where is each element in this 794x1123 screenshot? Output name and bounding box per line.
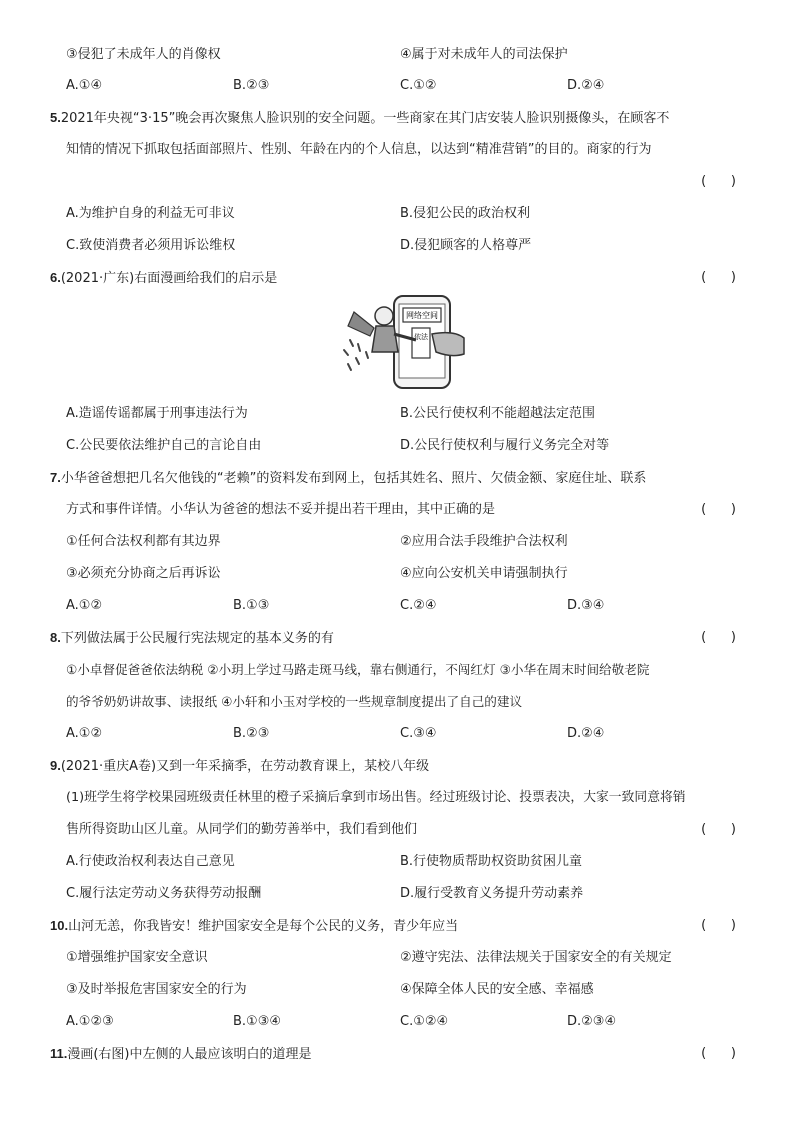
q5-number: 5. (50, 110, 61, 125)
q8-option-d[interactable]: D.②④ (567, 726, 605, 741)
q7-item-2: ②应用合法手段维护合法权利 (400, 534, 568, 549)
q5-stem-line-1 (0, 108, 794, 128)
q5-answer-row (0, 172, 794, 192)
q10-number: 10. (50, 918, 69, 933)
q6-stem-text: (2021·广东)右面漫画给我们的启示是 (60, 271, 278, 286)
q9-stem (0, 756, 794, 776)
q9-option-c[interactable]: C.履行法定劳动义务获得劳动报酬 (66, 886, 262, 901)
q5-options-row-1 (0, 204, 794, 224)
q4-item-3: ③侵犯了未成年人的肖像权 (66, 47, 221, 62)
q6-option-a[interactable]: A.造谣传谣都属于刑事违法行为 (66, 406, 248, 421)
cartoon-image (336, 292, 466, 392)
q4-item-4: ④属于对未成年人的司法保护 (400, 47, 568, 62)
q8-option-a[interactable]: A.①② (66, 726, 103, 741)
q7-options (0, 596, 794, 616)
q10-item-4: ④保障全体人民的安全感、幸福感 (400, 982, 594, 997)
q6-option-c[interactable]: C.公民要依法维护自己的言论自由 (66, 438, 262, 453)
q4-items-row-2 (0, 45, 794, 65)
q6-stem (0, 268, 794, 288)
q7-option-a[interactable]: A.①② (66, 598, 103, 613)
q7-stem-line-1 (0, 468, 794, 488)
q6-options-row-2 (0, 436, 794, 456)
q10-option-d[interactable]: D.②③④ (567, 1014, 617, 1029)
q4-option-a[interactable]: A.①④ (66, 78, 103, 93)
q11-stem-text: 漫画(右图)中左侧的人最应该明白的道理是 (67, 1047, 312, 1062)
q5-stem-1: 2021年央视“3·15”晚会再次聚焦人脸识别的安全问题。一些商家在其门店安装人脸识别摄像头，在顾客不 (60, 111, 670, 126)
q9-number: 9. (50, 758, 61, 773)
q9-stem-line-1 (0, 788, 794, 808)
q9-stem-text: (2021·重庆A卷)又到一年采摘季，在劳动教育课上，某校八年级 (60, 759, 430, 774)
q6-answer-blank[interactable]: ( ) (701, 270, 736, 285)
q10-option-c[interactable]: C.①②④ (400, 1014, 449, 1029)
q9-options-row-2 (0, 884, 794, 904)
q10-stem-text: 山河无恙，你我皆安！维护国家安全是每个公民的义务，青少年应当 (68, 919, 459, 934)
q5-option-d[interactable]: D.侵犯顾客的人格尊严 (400, 238, 532, 253)
q8-stem (0, 628, 794, 648)
q7-number: 7. (50, 470, 61, 485)
q7-option-c[interactable]: C.②④ (400, 598, 437, 613)
q5-stem-line-2 (0, 140, 794, 160)
q6-option-d[interactable]: D.公民行使权利与履行义务完全对等 (400, 438, 610, 453)
q9-stem-line-2 (0, 820, 794, 840)
q7-item-1: ①任何合法权利都有其边界 (66, 534, 221, 549)
q7-option-d[interactable]: D.③④ (567, 598, 605, 613)
cartoon-sign-law: 依法 (414, 333, 428, 341)
q10-options (0, 1012, 794, 1032)
q7-item-4: ④应向公安机关申请强制执行 (400, 566, 568, 581)
q8-items-line-2 (0, 692, 794, 712)
q9-stem-2: 售所得资助山区儿童。从同学们的勤劳善举中，我们看到他们 (66, 822, 418, 837)
q5-option-b[interactable]: B.侵犯公民的政治权利 (400, 206, 531, 221)
q8-items-line-1 (0, 660, 794, 680)
q9-option-d[interactable]: D.履行受教育义务提升劳动素养 (400, 886, 584, 901)
q10-option-b[interactable]: B.①③④ (233, 1014, 282, 1029)
q11-answer-blank[interactable]: ( ) (701, 1046, 736, 1061)
q9-answer-blank[interactable]: ( ) (701, 822, 736, 837)
cartoon-sign-network: 网络空间 (406, 311, 438, 320)
q4-option-b[interactable]: B.②③ (233, 78, 270, 93)
q11-stem (0, 1044, 794, 1064)
q8-number: 8. (50, 630, 61, 645)
q7-option-b[interactable]: B.①③ (233, 598, 270, 613)
q10-item-1: ①增强维护国家安全意识 (66, 950, 208, 965)
q5-options-row-2 (0, 236, 794, 256)
q10-item-2: ②遵守宪法、法律法规关于国家安全的有关规定 (400, 950, 672, 965)
q8-option-b[interactable]: B.②③ (233, 726, 270, 741)
q6-option-b[interactable]: B.公民行使权利不能超越法定范围 (400, 406, 596, 421)
q10-item-3: ③及时举报危害国家安全的行为 (66, 982, 247, 997)
q5-option-a[interactable]: A.为维护自身的利益无可非议 (66, 206, 235, 221)
q10-items-row-1 (0, 948, 794, 968)
q4-options (0, 76, 794, 96)
q7-item-3: ③必须充分协商之后再诉讼 (66, 566, 221, 581)
q7-stem-line-2 (0, 500, 794, 520)
q8-answer-blank[interactable]: ( ) (701, 630, 736, 645)
q10-answer-blank[interactable]: ( ) (701, 918, 736, 933)
q5-stem-2: 知情的情况下抓取包括面部照片、性别、年龄在内的个人信息，以达到“精准营销”的目的。商家的行为 (66, 142, 652, 157)
q6-options-row-1 (0, 404, 794, 424)
q8-items-2: 的爷爷奶奶讲故事、读报纸 ④小轩和小玉对学校的一些规章制度提出了自己的建议 (66, 694, 523, 709)
q4-option-c[interactable]: C.①② (400, 78, 437, 93)
q7-items-row-1 (0, 532, 794, 552)
q10-items-row-2 (0, 980, 794, 1000)
q8-options (0, 724, 794, 744)
q6-number: 6. (50, 270, 61, 285)
q11-number: 11. (50, 1046, 68, 1061)
q9-option-b[interactable]: B.行使物质帮助权资助贫困儿童 (400, 854, 583, 869)
q9-option-a[interactable]: A.行使政治权利表达自己意见 (66, 854, 235, 869)
q5-answer-blank[interactable]: ( ) (701, 174, 736, 189)
q9-stem-1: (1)班学生将学校果园班级责任林里的橙子采摘后拿到市场出售。经过班级讨论、投票表决，大家一致同意将销 (66, 790, 686, 805)
q4-option-d[interactable]: D.②④ (567, 78, 605, 93)
q8-stem-text: 下列做法属于公民履行宪法规定的基本义务的有 (60, 631, 334, 646)
q7-items-row-2 (0, 564, 794, 584)
q9-options-row-1 (0, 852, 794, 872)
q7-answer-blank[interactable]: ( ) (701, 502, 736, 517)
q10-stem (0, 916, 794, 936)
q8-items-1: ①小卓督促爸爸依法纳税 ②小玥上学过马路走斑马线，靠右侧通行，不闯红灯 ③小华在周末时间给敬老院 (66, 662, 650, 677)
q8-option-c[interactable]: C.③④ (400, 726, 437, 741)
q10-option-a[interactable]: A.①②③ (66, 1014, 114, 1029)
q7-stem-1: 小华爸爸想把几名欠他钱的“老赖”的资料发布到网上，包括其姓名、照片、欠债金额、家庭住址、联系 (60, 471, 647, 486)
q7-stem-2: 方式和事件详情。小华认为爸爸的想法不妥并提出若干理由，其中正确的是 (66, 502, 496, 517)
q5-option-c[interactable]: C.致使消费者必须用诉讼维权 (66, 238, 236, 253)
